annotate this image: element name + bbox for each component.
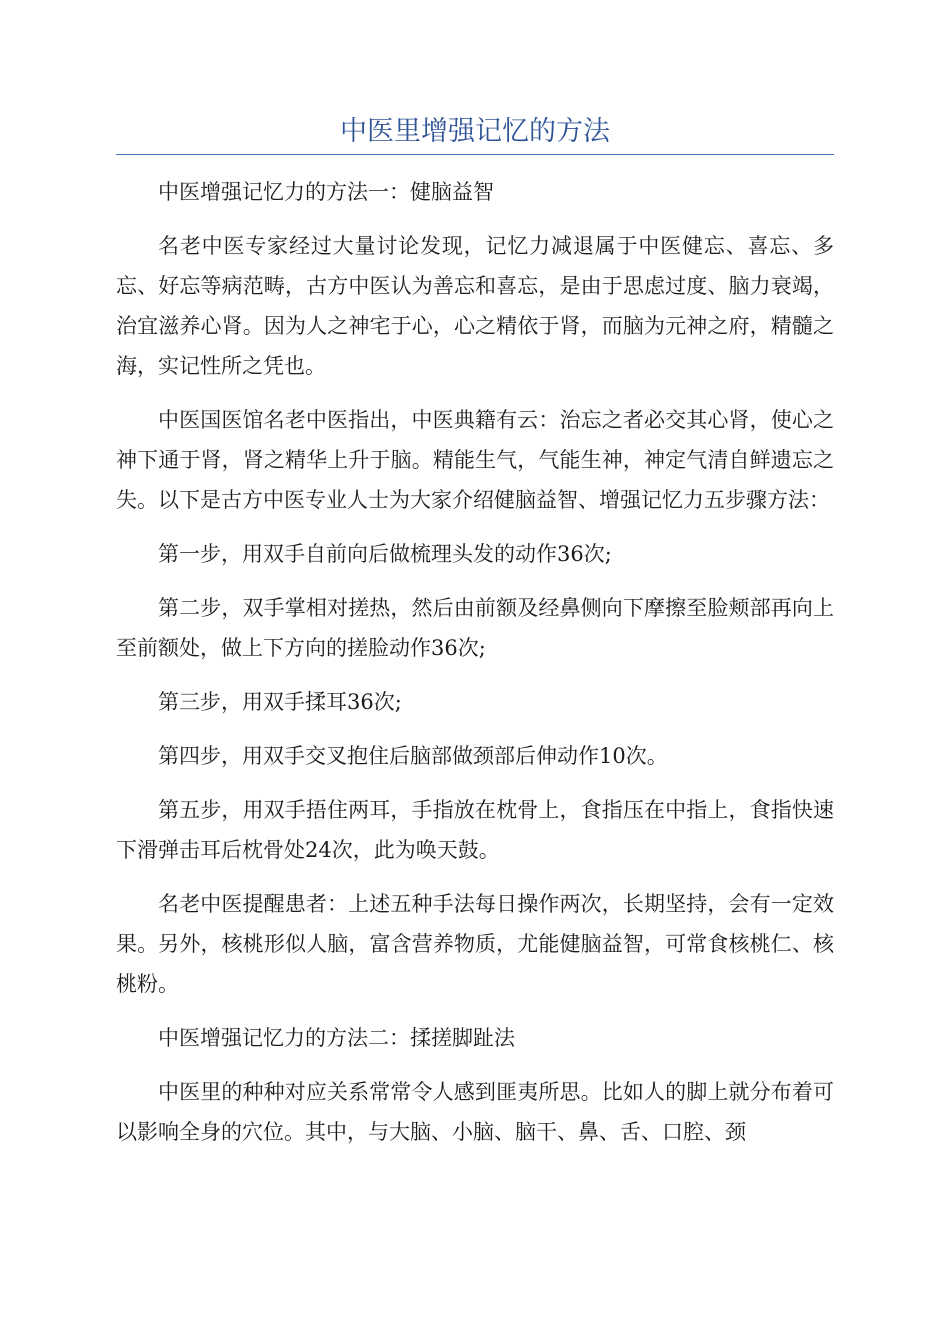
step-1: 第一步，用双手自前向后做梳理头发的动作36次; (158, 542, 612, 566)
step-3: 第三步，用双手揉耳36次; (158, 690, 402, 714)
paragraph: 名老中医提醒患者：上述五种手法每日操作两次，长期坚持，会有一定效果。另外，核桃形似人脑，富含营养物质，尤能健脑益智，可常食核桃仁、核桃粉。 (116, 892, 834, 996)
step-5: 第五步，用双手捂住两耳，手指放在枕骨上，食指压在中指上，食指快速下滑弹击耳后枕骨处24次，此为唤天鼓。 (116, 798, 834, 862)
paragraph: 中医国医馆名老中医指出，中医典籍有云：治忘之者必交其心肾，使心之神下通于肾，肾之精华上升于脑。精能生气，气能生神，神定气清自鲜遗忘之失。以下是古方中医专业人士为大家介绍健脑益智、增强记忆力五步骤方法： (116, 408, 834, 512)
section-heading-method-1: 中医增强记忆力的方法一：健脑益智 (158, 180, 494, 204)
title-underline (116, 154, 834, 155)
document-body (116, 172, 834, 1166)
section-heading-method-2: 中医增强记忆力的方法二：揉搓脚趾法 (158, 1026, 515, 1050)
paragraph: 中医里的种种对应关系常常令人感到匪夷所思。比如人的脚上就分布着可以影响全身的穴位。其中，与大脑、小脑、脑干、鼻、舌、口腔、颈 (116, 1080, 834, 1144)
paragraph: 名老中医专家经过大量讨论发现，记忆力减退属于中医健忘、喜忘、多忘、好忘等病范畴，古方中医认为善忘和喜忘，是由于思虑过度、脑力衰竭，治宜滋养心肾。因为人之神宅于心，心之精依于肾，而脑为元神之府，精髓之海，实记性所之凭也。 (116, 234, 834, 378)
step-2: 第二步，双手掌相对搓热，然后由前额及经鼻侧向下摩擦至脸颊部再向上至前额处，做上下方向的搓脸动作36次; (116, 596, 834, 660)
document-title: 中医里增强记忆的方法 (340, 116, 610, 147)
step-4: 第四步，用双手交叉抱住后脑部做颈部后伸动作10次。 (158, 744, 668, 768)
